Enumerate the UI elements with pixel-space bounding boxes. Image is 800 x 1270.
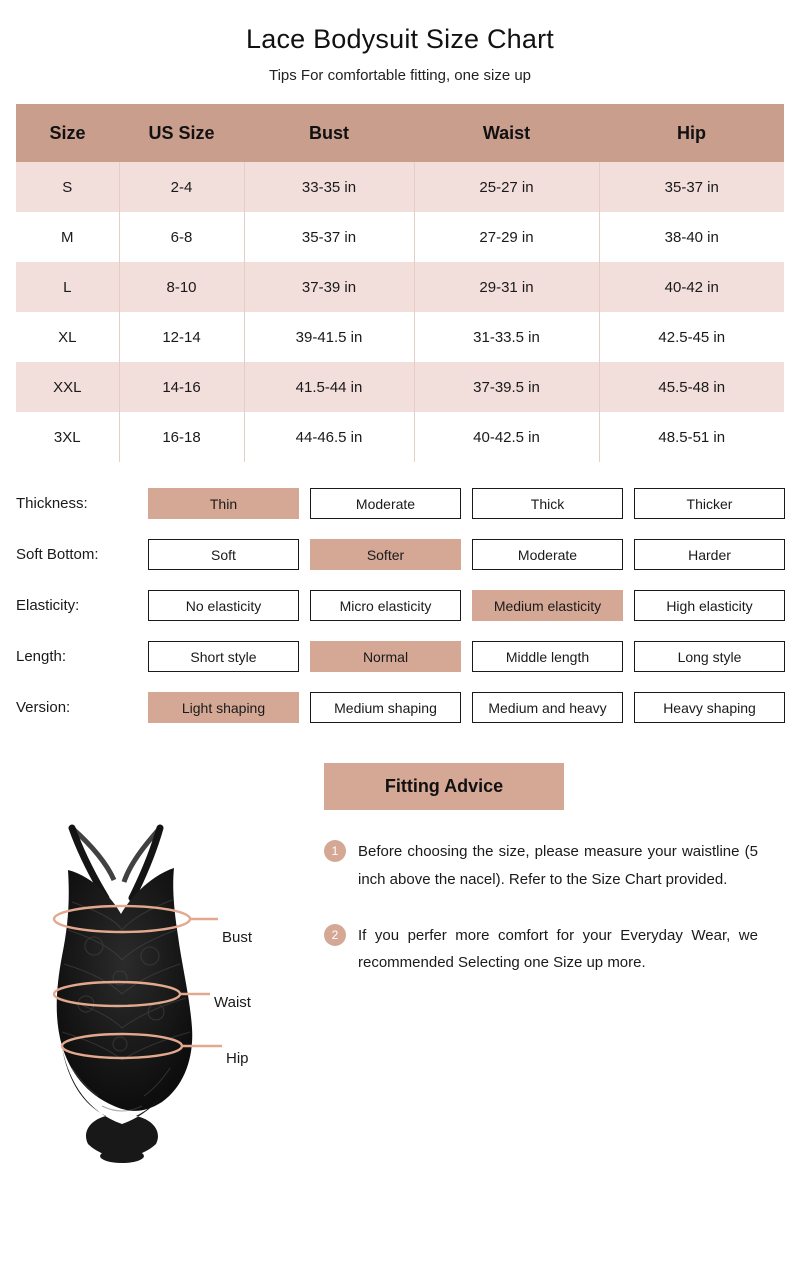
option-thickness-1[interactable]: Moderate bbox=[310, 488, 461, 519]
option-soft-bottom-3[interactable]: Harder bbox=[634, 539, 785, 570]
attribute-row-soft-bottom bbox=[16, 529, 784, 580]
cell-us-size: 16-18 bbox=[119, 412, 244, 462]
cell-bust: 35-37 in bbox=[244, 212, 414, 262]
cell-us-size: 8-10 bbox=[119, 262, 244, 312]
option-soft-bottom-2[interactable]: Moderate bbox=[472, 539, 623, 570]
attribute-row-elasticity bbox=[16, 580, 784, 631]
cell-hip: 40-42 in bbox=[599, 262, 784, 312]
option-elasticity-3[interactable]: High elasticity bbox=[634, 590, 785, 621]
cell-hip: 38-40 in bbox=[599, 212, 784, 262]
cell-size: XXL bbox=[16, 362, 119, 412]
size-chart-table bbox=[16, 104, 784, 462]
advice-item-2 bbox=[324, 922, 784, 978]
table-row bbox=[16, 162, 784, 212]
attribute-label-soft-bottom: Soft Bottom: bbox=[16, 546, 99, 563]
attribute-row-version bbox=[16, 682, 784, 733]
option-version-2[interactable]: Medium and heavy bbox=[472, 692, 623, 723]
option-length-3[interactable]: Long style bbox=[634, 641, 785, 672]
table-header-row bbox=[16, 104, 784, 162]
table-row bbox=[16, 412, 784, 462]
advice-item-1 bbox=[324, 838, 784, 894]
option-length-2[interactable]: Middle length bbox=[472, 641, 623, 672]
figure-label-hip: Hip bbox=[226, 1050, 249, 1067]
cell-bust: 41.5-44 in bbox=[244, 362, 414, 412]
page-subtitle: Tips For comfortable fitting, one size up bbox=[268, 67, 532, 84]
cell-bust: 33-35 in bbox=[244, 162, 414, 212]
attribute-label-thickness: Thickness: bbox=[16, 495, 88, 512]
cell-hip: 45.5-48 in bbox=[599, 362, 784, 412]
option-version-3[interactable]: Heavy shaping bbox=[634, 692, 785, 723]
cell-bust: 44-46.5 in bbox=[244, 412, 414, 462]
option-thickness-0[interactable]: Thin bbox=[148, 488, 299, 519]
option-elasticity-0[interactable]: No elasticity bbox=[148, 590, 299, 621]
cell-bust: 37-39 in bbox=[244, 262, 414, 312]
cell-waist: 27-29 in bbox=[414, 212, 599, 262]
cell-waist: 37-39.5 in bbox=[414, 362, 599, 412]
cell-us-size: 6-8 bbox=[119, 212, 244, 262]
cell-hip: 48.5-51 in bbox=[599, 412, 784, 462]
cell-us-size: 12-14 bbox=[119, 312, 244, 362]
cell-size: L bbox=[16, 262, 119, 312]
column-header-hip: Hip bbox=[599, 104, 784, 162]
option-soft-bottom-0[interactable]: Soft bbox=[148, 539, 299, 570]
table-row bbox=[16, 362, 784, 412]
cell-waist: 31-33.5 in bbox=[414, 312, 599, 362]
option-thickness-2[interactable]: Thick bbox=[472, 488, 623, 519]
attribute-row-length bbox=[16, 631, 784, 682]
attribute-label-version: Version: bbox=[16, 699, 71, 716]
cell-hip: 42.5-45 in bbox=[599, 312, 784, 362]
bodysuit-illustration-icon bbox=[10, 806, 300, 1166]
cell-waist: 29-31 in bbox=[414, 262, 599, 312]
advice-number-badge: 2 bbox=[324, 924, 346, 946]
cell-us-size: 14-16 bbox=[119, 362, 244, 412]
column-header-bust: Bust bbox=[244, 104, 414, 162]
column-header-size: Size bbox=[16, 104, 119, 162]
cell-size: XL bbox=[16, 312, 119, 362]
option-version-0[interactable]: Light shaping bbox=[148, 692, 299, 723]
option-length-0[interactable]: Short style bbox=[148, 641, 299, 672]
option-elasticity-1[interactable]: Micro elasticity bbox=[310, 590, 461, 621]
cell-us-size: 2-4 bbox=[119, 162, 244, 212]
advice-text: If you perfer more comfort for your Everyday Wear, we recommended Selecting one Size up more. bbox=[358, 926, 758, 972]
attribute-row-thickness bbox=[16, 478, 784, 529]
attribute-list bbox=[16, 478, 784, 733]
figure-label-waist: Waist bbox=[214, 994, 251, 1011]
cell-bust: 39-41.5 in bbox=[244, 312, 414, 362]
fitting-advice-heading: Fitting Advice bbox=[324, 763, 564, 810]
advice-text: Before choosing the size, please measure your waistline (5 inch above the nacel). Refer to the Size Chart provided. bbox=[358, 843, 758, 888]
fitting-advice-panel bbox=[316, 763, 784, 977]
advice-number-badge: 1 bbox=[324, 840, 346, 862]
column-header-us-size: US Size bbox=[119, 104, 244, 162]
cell-size: 3XL bbox=[16, 412, 119, 462]
figure-label-bust: Bust bbox=[222, 929, 253, 946]
page-title: Lace Bodysuit Size Chart bbox=[246, 24, 554, 54]
cell-waist: 25-27 in bbox=[414, 162, 599, 212]
table-row bbox=[16, 312, 784, 362]
cell-waist: 40-42.5 in bbox=[414, 412, 599, 462]
option-elasticity-2[interactable]: Medium elasticity bbox=[472, 590, 623, 621]
option-version-1[interactable]: Medium shaping bbox=[310, 692, 461, 723]
column-header-waist: Waist bbox=[414, 104, 599, 162]
cell-hip: 35-37 in bbox=[599, 162, 784, 212]
attribute-label-length: Length: bbox=[16, 648, 67, 665]
option-thickness-3[interactable]: Thicker bbox=[634, 488, 785, 519]
table-row bbox=[16, 262, 784, 312]
table-row bbox=[16, 212, 784, 262]
option-soft-bottom-1[interactable]: Softer bbox=[310, 539, 461, 570]
option-length-1[interactable]: Normal bbox=[310, 641, 461, 672]
attribute-label-elasticity: Elasticity: bbox=[16, 597, 80, 614]
cell-size: S bbox=[16, 162, 119, 212]
cell-size: M bbox=[16, 212, 119, 262]
